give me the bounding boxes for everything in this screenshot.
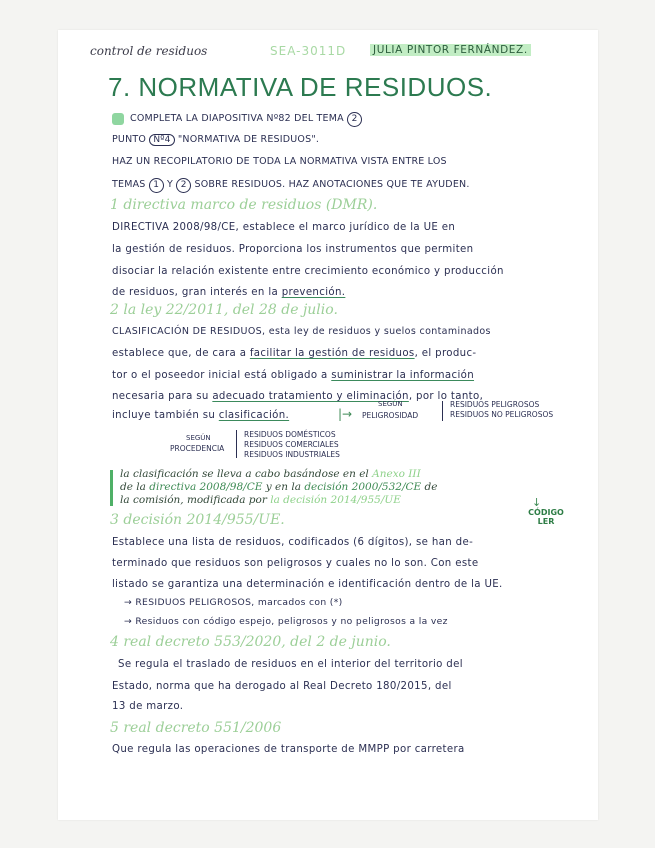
- no-peligrosos-item: RESIDUOS NO PELIGROSOS: [450, 410, 554, 419]
- s2-line-5: incluye también su clasificación.: [112, 410, 290, 421]
- procedencia-label: PROCEDENCIA: [170, 444, 225, 453]
- tema-circle: 2: [347, 112, 362, 127]
- s4-line-1: Se regula el traslado de residuos en el interior del territorio del: [118, 659, 463, 670]
- s1-line-1: DIRECTIVA 2008/98/CE, establece el marco jurídico de la UE en: [112, 222, 456, 233]
- s3-bullet-2: → Residuos con código espejo, peligrosos y no peligrosos a la vez: [124, 616, 448, 627]
- domesticos-item: RESIDUOS DOMÉSTICOS: [244, 430, 336, 439]
- s2-line-1: CLASIFICACIÓN DE RESIDUOS, esta ley de residuos y suelos contaminados: [112, 326, 491, 337]
- s3-line-2: terminado que residuos son peligrosos y cuales no lo son. Con este: [112, 558, 479, 569]
- instruction-line-1: COMPLETA LA DIAPOSITIVA Nº82 DEL TEMA 2: [112, 112, 362, 127]
- page-title: 7. NORMATIVA DE RESIDUOS.: [108, 72, 493, 102]
- arrow-icon: |→: [338, 407, 353, 421]
- section-4-heading: 4 real decreto 553/2020, del 2 de junio.: [110, 634, 391, 650]
- brace-icon: [442, 401, 448, 421]
- segun-label: SEGÚN: [378, 400, 403, 408]
- section-1-heading: 1 directiva marco de residuos (DMR).: [110, 197, 378, 213]
- note-bar: [110, 470, 113, 506]
- s5-line-1: Que regula las operaciones de transporte de MMPP por carretera: [112, 744, 465, 755]
- instruction-line-2: PUNTO Nº4 "NORMATIVA DE RESIDUOS".: [112, 134, 320, 145]
- s3-line-1: Establece una lista de residuos, codificados (6 dígitos), se han de-: [112, 537, 474, 548]
- section-3-heading: 3 decisión 2014/955/UE.: [110, 512, 285, 528]
- codigo-ler-label: CÓDIGO LER: [528, 508, 564, 526]
- punto-circle: Nº4: [149, 134, 174, 146]
- s1-line-4: de residuos, gran interés en la prevención.: [112, 287, 346, 298]
- s2-line-3: tor o el poseedor inicial está obligado a suministrar la información: [112, 370, 475, 381]
- industriales-item: RESIDUOS INDUSTRIALES: [244, 450, 340, 459]
- s1-line-3: disociar la relación existente entre crecimiento económico y producción: [112, 266, 504, 277]
- section-5-heading: 5 real decreto 551/2006: [110, 720, 282, 736]
- s3-line-3: listado se garantiza una determinación e identificación dentro de la UE.: [112, 579, 503, 590]
- course-name: control de residuos: [90, 44, 208, 58]
- comerciales-item: RESIDUOS COMERCIALES: [244, 440, 339, 449]
- s2-line-2: establece que, de cara a facilitar la gestión de residuos, el produc-: [112, 348, 477, 359]
- ipad-icon: [112, 113, 124, 125]
- author-name: JULIA PINTOR FERNÁNDEZ.: [370, 44, 531, 56]
- note-line-1: la clasificación se lleva a cabo basándose en el Anexo III: [120, 468, 421, 480]
- peligrosidad-label: PELIGROSIDAD: [362, 411, 419, 420]
- s2-line-4: necesaria para su adecuado tratamiento y eliminación, por lo tanto,: [112, 391, 484, 402]
- section-2-heading: 2 la ley 22/2011, del 28 de julio.: [110, 302, 338, 318]
- note-line-2: de la directiva 2008/98/CE y en la decisión 2000/532/CE de: [120, 481, 438, 493]
- s4-line-2: Estado, norma que ha derogado al Real Decreto 180/2015, del: [112, 681, 452, 692]
- s1-line-2: la gestión de residuos. Proporciona los instrumentos que permiten: [112, 244, 474, 255]
- peligrosos-item: RESIDUOS PELIGROSOS: [450, 400, 540, 409]
- down-arrow-icon: ↓: [532, 496, 542, 509]
- instruction-line-4: TEMAS 1 Y 2 SOBRE RESIDUOS. HAZ ANOTACIONES QUE TE AYUDEN.: [112, 178, 470, 193]
- segun-label-2: SEGÚN: [186, 434, 211, 442]
- instruction-line-3: HAZ UN RECOPILATORIO DE TODA LA NORMATIVA VISTA ENTRE LOS: [112, 156, 447, 167]
- brace-icon: [236, 430, 242, 458]
- s4-line-3: 13 de marzo.: [112, 701, 184, 712]
- course-code: SEA-3011D: [270, 44, 347, 58]
- s3-bullet-1: → RESIDUOS PELIGROSOS, marcados con (*): [124, 597, 343, 608]
- note-line-3: la comisión, modificada por la decisión 2014/955/UE: [120, 494, 401, 506]
